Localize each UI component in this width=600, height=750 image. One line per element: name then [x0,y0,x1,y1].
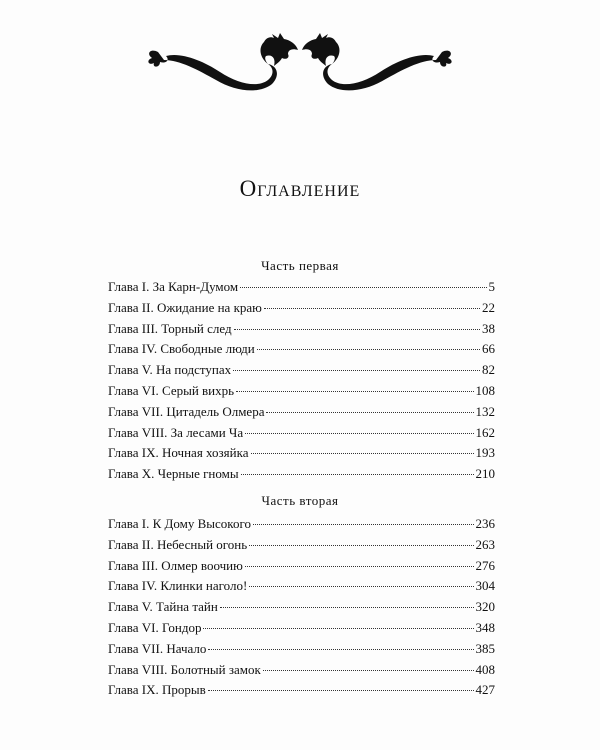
page-number: 22 [482,299,495,315]
dot-leader [245,433,473,434]
toc-entry[interactable] [108,639,495,660]
page-title: Оглавление [239,176,361,201]
chapter-title: Глава VII. Начало [108,640,207,656]
chapter-title: Глава V. Тайна тайн [108,599,218,615]
dragon-left-icon [148,33,298,90]
toc-entry[interactable] [108,381,495,402]
dot-leader [236,391,473,392]
dot-leader [245,566,474,567]
dot-leader [249,586,473,587]
part-one-title: Часть первая [261,258,339,273]
chapter-title: Глава I. За Карн-Думом [108,279,239,294]
dot-leader [263,670,474,671]
chapter-title: Глава IV. Клинки наголо! [108,578,248,594]
dot-leader [266,412,473,413]
chapter-title: Глава III. Олмер воочию [108,557,243,573]
dot-leader [208,690,474,691]
toc-entry[interactable] [108,576,495,597]
chapter-title: Глава X. Черные гномы [108,466,239,482]
page-number: 320 [475,599,495,615]
dot-leader [233,370,480,371]
toc-entry[interactable] [108,597,495,618]
chapter-title: Глава I. К Дому Высокого [108,516,251,531]
page-number: 66 [482,341,495,357]
toc-entry[interactable] [108,277,495,298]
page-number: 108 [475,382,495,398]
toc-entry[interactable] [108,319,495,340]
page-number: 427 [475,682,495,698]
dot-leader [240,287,486,288]
dot-leader [220,607,474,608]
toc-entry[interactable] [108,360,495,381]
page-number: 408 [475,661,495,677]
chapter-title: Глава VII. Цитадель Олмера [108,403,265,419]
chapter-title: Глава VIII. Болотный замок [108,661,261,677]
toc-entry[interactable] [108,464,495,485]
page-number: 210 [475,466,495,482]
twin-dragons-icon [140,30,460,100]
page-number: 348 [475,619,495,635]
chapter-title: Глава IV. Свободные люди [108,341,255,357]
chapter-title: Глава IX. Ночная хозяйка [108,445,249,461]
toc-entry[interactable] [108,298,495,319]
chapter-title: Глава VIII. За лесами Ча [108,424,244,440]
page-number: 193 [475,445,495,461]
page-number: 38 [482,320,495,336]
dot-leader [241,474,474,475]
page-number: 82 [482,362,495,378]
part-two-chapter-list [108,514,495,701]
chapter-title: Глава VI. Серый вихрь [108,382,235,398]
toc-entry[interactable] [108,443,495,464]
page-number: 304 [475,578,495,594]
chapter-title: Глава III. Торный след [108,320,232,336]
page-number: 162 [475,424,495,440]
chapter-title: Глава II. Ожидание на краю [108,299,262,315]
part-one-chapter-list [108,277,495,485]
chapter-title: Глава V. На подступах [108,362,232,378]
chapter-title: Глава IX. Прорыв [108,682,206,698]
page-number: 276 [475,557,495,573]
page-number: 132 [475,403,495,419]
dot-leader [257,349,480,350]
toc-entry[interactable] [108,423,495,444]
toc-entry[interactable] [108,618,495,639]
dot-leader [208,649,473,650]
page-number: 5 [488,279,495,294]
dot-leader [251,453,474,454]
toc-entry[interactable] [108,402,495,423]
dot-leader [249,545,473,546]
dot-leader [264,308,480,309]
toc-entry[interactable] [108,660,495,681]
page-number: 236 [475,516,495,531]
page-number: 385 [475,640,495,656]
toc-entry[interactable] [108,535,495,556]
dot-leader [253,524,474,525]
part-two-title: Часть вторая [261,493,339,508]
dot-leader [203,628,473,629]
chapter-title: Глава II. Небесный огонь [108,536,248,552]
chapter-title: Глава VI. Гондор [108,619,202,635]
dot-leader [234,329,480,330]
toc-entry[interactable] [108,514,495,535]
toc-entry[interactable] [108,680,495,701]
toc-entry[interactable] [108,339,495,360]
toc-entry[interactable] [108,556,495,577]
page-number: 263 [475,536,495,552]
dragon-right-icon [302,33,452,90]
